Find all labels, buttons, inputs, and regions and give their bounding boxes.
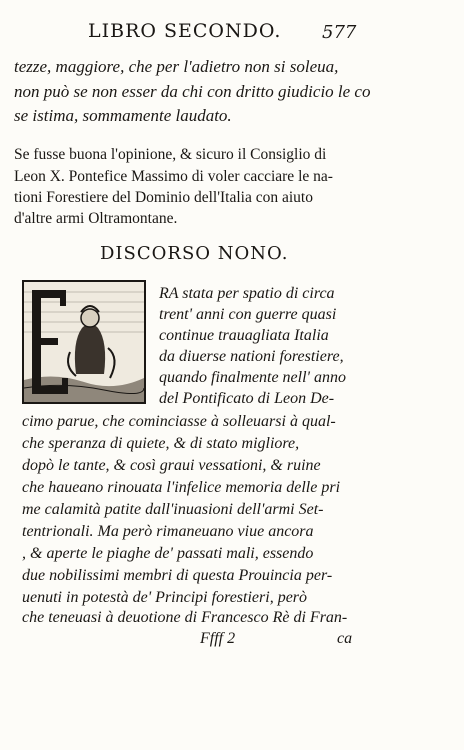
- body-line: trent' anni con guerre quasi: [159, 306, 337, 323]
- body-line: tentrionali. Ma però rimaneuano viue ancora: [22, 523, 314, 540]
- argument-line: d'altre armi Oltramontane.: [14, 210, 178, 227]
- body-line: , & aperte le piaghe de' passati mali, essendo: [22, 545, 314, 562]
- page-number: 577: [322, 22, 357, 43]
- argument-line: Se fusse buona l'opinione, & sicuro il Consiglio di: [14, 146, 327, 163]
- text-line: se istima, sommamente laudato.: [14, 106, 232, 125]
- section-heading: DISCORSO NONO.: [100, 243, 289, 264]
- body-line: che teneuasi à deuotione di Francesco Rè di Fran-: [22, 609, 348, 626]
- text-line: non può se non esser da chi con dritto giudicio le co: [14, 82, 371, 101]
- body-line: due nobilissimi membri di questa Prouincia per-: [22, 567, 333, 584]
- text-line: tezze, maggiore, che per l'adietro non si soleua,: [14, 57, 339, 76]
- argument-line: Leon X. Pontefice Massimo di voler cacciare le na-: [14, 168, 333, 185]
- body-line: continue trauagliata Italia: [159, 327, 329, 344]
- woodcut-illustration-icon: [24, 282, 144, 402]
- body-line: quando finalmente nell' anno: [159, 369, 346, 386]
- body-line: che speranza di quiete, & di stato migliore,: [22, 435, 300, 452]
- body-line: RA stata per spatio di circa: [159, 285, 335, 302]
- body-line: dopò le tante, & così graui vessationi, & ruine: [22, 457, 321, 474]
- body-line: cimo parue, che cominciasse à solleuarsi à qual-: [22, 413, 336, 430]
- running-title: LIBRO SECONDO.: [88, 20, 282, 42]
- body-line: da diuerse nationi forestiere,: [159, 348, 344, 365]
- body-line: me calamità patite dall'inuasioni dell'armi Set-: [22, 501, 324, 518]
- signature-mark: Ffff 2: [200, 630, 236, 647]
- body-line: che haueano rinouata l'infelice memoria delle pri: [22, 479, 341, 496]
- decorated-initial: [22, 280, 146, 404]
- body-line: del Pontificato di Leon De-: [159, 390, 335, 407]
- body-line: uenuti in potestà de' Principi forestieri, però: [22, 589, 308, 606]
- catchword: ca: [337, 630, 353, 647]
- argument-line: tioni Forestiere del Dominio dell'Italia con aiuto: [14, 189, 313, 206]
